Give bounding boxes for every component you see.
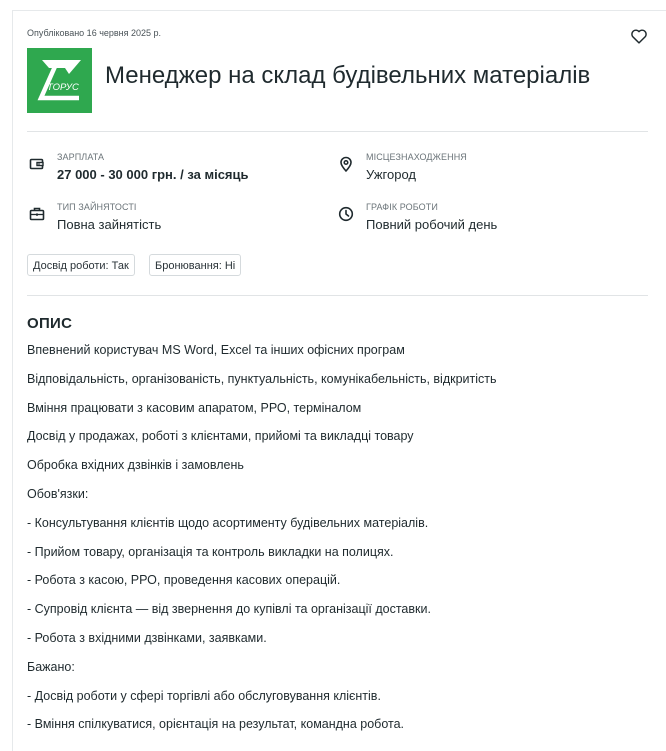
description-line: - Супровід клієнта — від звернення до купівлі та організації доставки. — [27, 602, 431, 617]
description-line: Вміння працювати з касовим апаратом, РРО, терміналом — [27, 400, 362, 415]
salary-block — [29, 152, 319, 186]
heart-icon[interactable] — [630, 28, 648, 44]
description-line: - Вміння спілкуватися, орієнтація на результат, командна робота. — [27, 717, 405, 732]
description-line: Обов'язки: — [27, 486, 89, 501]
description-line: Бажано: — [27, 659, 75, 674]
employment-type-label: ТИП ЗАЙНЯТОСТІ — [57, 202, 137, 212]
description-title: ОПИС — [27, 315, 73, 332]
company-logo[interactable] — [27, 48, 92, 113]
schedule-value: Повний робочий день — [366, 217, 498, 232]
logo-text: ТОРУС — [47, 82, 79, 93]
description-line: - Прийом товару, організація та контроль викладки на полицях. — [27, 544, 394, 559]
schedule-block — [338, 202, 628, 236]
salary-label: ЗАРПЛАТА — [57, 152, 105, 162]
location-label: МІСЦЕЗНАХОДЖЕННЯ — [366, 152, 467, 162]
description-line: - Консультування клієнтів щодо асортименту будівельних матеріалів. — [27, 515, 429, 530]
location-pin-icon — [338, 156, 354, 172]
description-line: Відповідальність, організованість, пунктуальність, комунікабельність, відкритість — [27, 371, 497, 386]
job-title: Менеджер на склад будівельних матеріалів — [105, 62, 591, 89]
employment-type-value: Повна зайнятість — [57, 217, 162, 232]
description-line: Впевнений користувач MS Word, Excel та інших офісних програм — [27, 343, 405, 357]
clock-icon — [338, 206, 354, 222]
location-value: Ужгород — [366, 167, 416, 182]
schedule-label: ГРАФІК РОБОТИ — [366, 202, 438, 212]
wallet-icon — [29, 156, 45, 172]
salary-value: 27 000 - 30 000 грн. / за місяць — [57, 167, 249, 182]
description-line: - Робота з вхідними дзвінками, заявками. — [27, 630, 267, 645]
published-date: Опубліковано 16 червня 2025 р. — [27, 28, 162, 38]
location-block — [338, 152, 628, 186]
tag-reservation: Бронювання: Ні — [149, 254, 241, 276]
divider — [27, 131, 648, 132]
divider — [27, 295, 648, 296]
description-line: - Досвід роботи у сфері торгівлі або обслуговування клієнтів. — [27, 688, 381, 703]
description-line: - Робота з касою, РРО, проведення касових операцій. — [27, 573, 341, 588]
employment-type-block — [29, 202, 319, 236]
description-body — [27, 343, 647, 746]
description-line: Обробка вхідних дзвінків і замовлень — [27, 458, 244, 473]
briefcase-icon — [29, 206, 45, 222]
tag-experience: Досвід роботи: Так — [27, 254, 135, 276]
description-line: Досвід у продажах, роботі з клієнтами, прийомі та викладці товару — [27, 429, 414, 444]
